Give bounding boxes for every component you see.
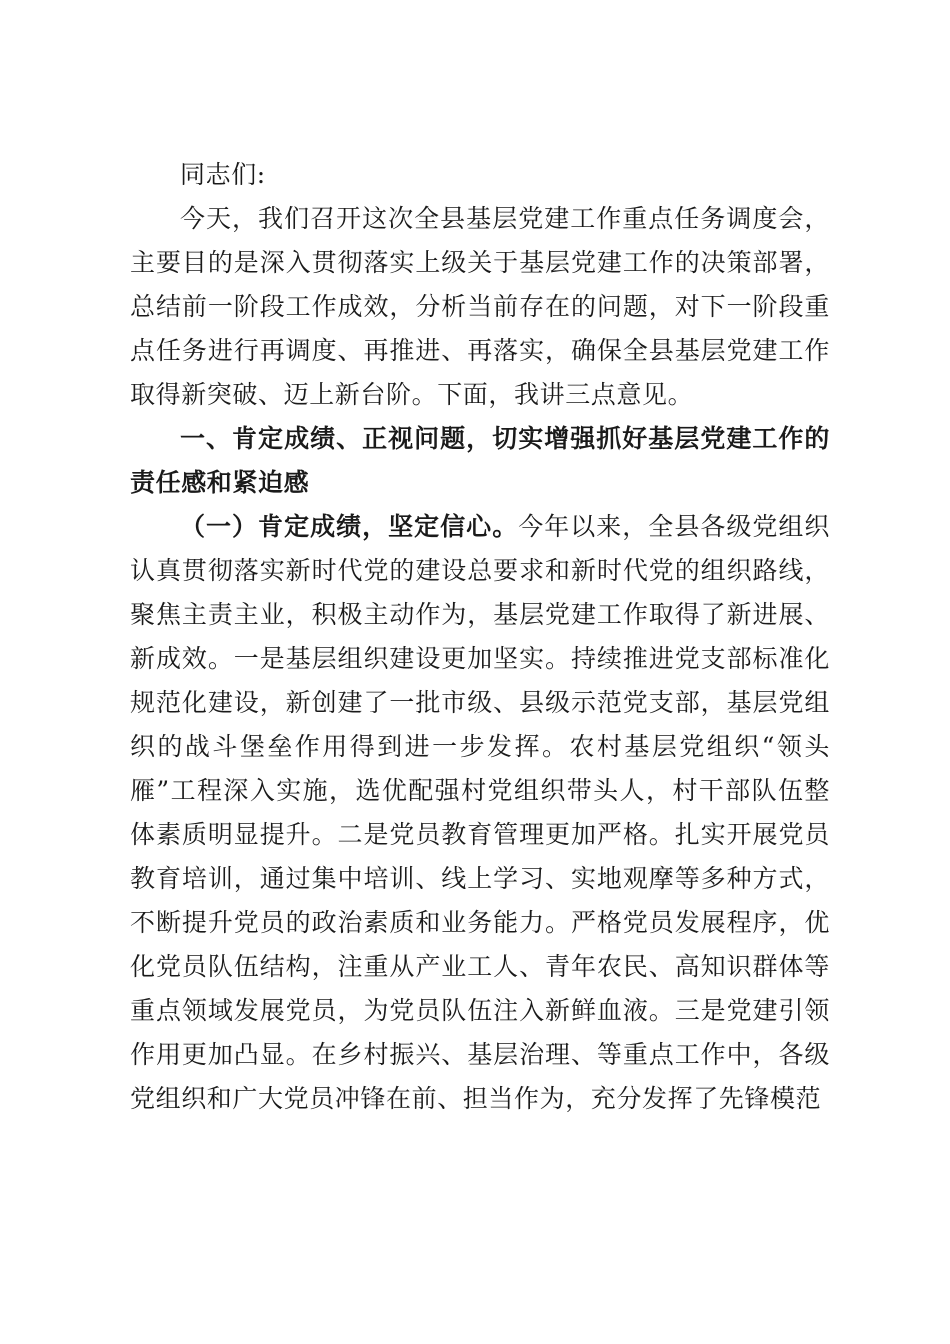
salutation: 同志们: xyxy=(180,160,266,189)
subsection-body-1: 今年以来，全县各级党组织认真贯彻落实新时代党的建设总要求和新时代党的组织路线，聚焦主责主业，积极主动作为，基层党建工作取得了新进展、新成效。一是基层组织建设更加坚实。持续推进党支部标准化规范化建设，新创建了一批市级、县级示范党支部，基层党组织的战斗堡垒作用得到进一步发挥。农村基层党组织“领头雁”工程深入实施，选优配强村党组织带头人，村干部队伍整体素质明显提升。二是党员教育管理更加严格。扎实开展党员教育培训，通过集中培训、线上学习、实地观摩等多种方式，不断提升党员的政治素质和业务能力。严格党员发展程序，优化党员队伍结构，注重从产业工人、青年农民、高知识群体等重点领域发展党员，为党员队伍注入新鲜血液。三是党建引领作用更加凸显。在乡村振兴、基层治理、等重点工作中，各级党组织和广大党员冲锋在前、担当作为，充分发挥了先锋模范 xyxy=(130,512,830,1113)
section-heading-1: 一、肯定成绩、正视问题，切实增强抓好基层党建工作的责任感和紧迫感 xyxy=(130,424,830,497)
intro-paragraph: 今天，我们召开这次全县基层党建工作重点任务调度会，主要目的是深入贯彻落实上级关于基层党建工作的决策部署，总结前一阶段工作成效，分析当前存在的问题，对下一阶段重点任务进行再调度、再推进、再落实，确保全县基层党建工作取得新突破、迈上新台阶。下面，我讲三点意见。 xyxy=(130,204,830,409)
subsection-paragraph-1 xyxy=(130,505,830,1121)
document-body xyxy=(130,153,830,1121)
subsection-heading-1: （一）肯定成绩，坚定信心。 xyxy=(180,512,519,541)
